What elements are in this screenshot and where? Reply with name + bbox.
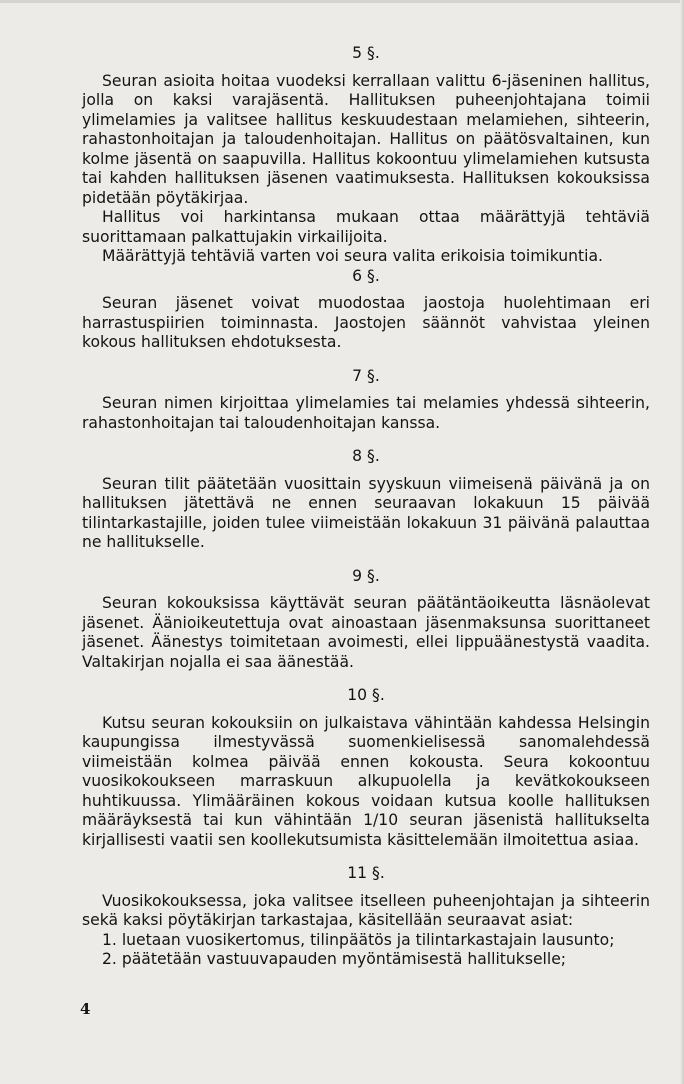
page-number: 4 [80,1000,91,1018]
section-heading-7: 7 §. [352,366,380,385]
list-item: 1. luetaan vuosikertomus, tilinpäätös ja tilintarkastajain lausunto; [102,930,615,949]
section-heading-9: 9 §. [352,566,380,585]
section-11-paragraph-1: Vuosikokouksessa, joka valitsee itselleen puheenjohtajan ja sihteerin sekä kaksi pöytäkirjan tarkastajaa, käsitellään seuraavat asiat: [82,891,650,929]
list-item: 2. päätetään vastuuvapauden myöntämisestä hallitukselle; [102,950,567,968]
section-5-paragraph-1: Seuran asioita hoitaa vuodeksi kerrallaan valittu 6-jäseninen hallitus, jolla on kaksi varajäsentä. Hallituksen puheenjohtajana toimii ylimelamies ja valitsee hallitus keskuudestaan melamiehen, sihteerin, rahastonhoitajan ja taloudenhoitajan. Hallitus on päätösvaltainen, kun kolme jäsentä on saapuvilla. Hallitus kokoontuu ylimelamiehen kutsusta tai kahden hallituksen jäsenen vaatimuksesta. Hallituksen kokouksissa pidetään pöytäkirjaa. [82,71,650,207]
section-6-paragraph-1: Seuran jäsenet voivat muodostaa jaostoja huolehtimaan eri harrastuspiirien toiminnasta. Jaostojen säännöt vahvistaa yleinen kokous hallituksen ehdotuksesta. [82,294,650,351]
section-heading-10: 10 §. [347,686,385,704]
body-text [82,44,650,970]
section-heading-8: 8 §. [352,447,380,465]
section-5-paragraph-3: Määrättyjä tehtäviä varten voi seura valita erikoisia toimikuntia. [102,247,604,265]
section-5-paragraph-2: Hallitus voi harkintansa mukaan ottaa määrättyjä tehtäviä suorittamaan palkattujakin virkailijoita. [82,208,650,246]
section-heading-5: 5 §. [352,44,380,62]
page-edge-right [680,0,684,1084]
section-9-paragraph-1: Seuran kokouksissa käyttävät seuran päätäntäoikeutta läsnäolevat jäsenet. Äänioikeutettuja ovat ainoastaan jäsenmaksunsa suorittaneet jäsenet. Äänestys toimitetaan avoimesti, ellei lippuäänestystä vaadita. Valtakirjan nojalla ei saa äänestää. [82,594,650,671]
section-7-paragraph-1: Seuran nimen kirjoittaa ylimelamies tai melamies yhdessä sihteerin, rahastonhoitajan tai taloudenhoitajan kanssa. [82,394,650,432]
section-10-paragraph-1: Kutsu seuran kokouksiin on julkaistava vähintään kahdessa Helsingin kaupungissa ilmestyvässä suomenkielisessä sanomalehdessä viimeistään kolmea päivää ennen kokousta. Seura kokoontuu vuosikokoukseen marraskuun alkupuolella ja kevätkokoukseen huhtikuussa. Ylimääräinen kokous voidaan kutsua koolle hallituksen määräyksestä tai kun vähintään 1/10 seuran jäsenistä hallitukselta kirjallisesti vaatii sen koollekutsumista käsittelemään ilmoitettua asiaa. [82,713,650,849]
section-heading-6: 6 §. [352,266,380,285]
section-8-paragraph-1: Seuran tilit päätetään vuosittain syyskuun viimeisenä päivänä ja on hallituksen jätettävä ne ennen seuraavan lokakuun 15 päivää tilintarkastajille, joiden tulee viimeistään lokakuun 31 päivänä palauttaa ne hallitukselle. [82,474,650,551]
page-edge-top [0,0,684,3]
section-heading-11: 11 §. [347,864,385,882]
